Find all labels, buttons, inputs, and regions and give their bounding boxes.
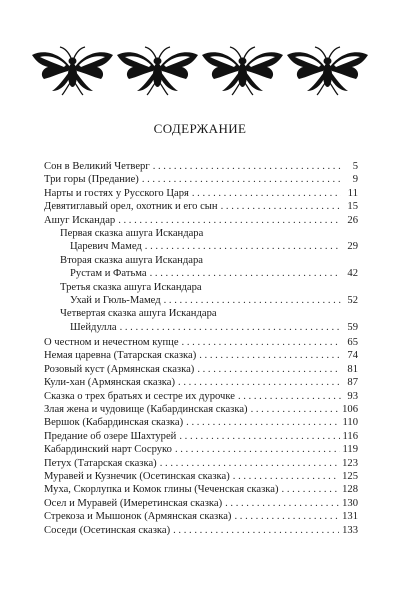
toc-entry-page: 93	[347, 390, 358, 402]
toc-entry-page: 116	[342, 430, 358, 442]
dot-leader	[115, 214, 341, 227]
dot-leader	[235, 390, 341, 403]
toc-entry[interactable]	[44, 390, 358, 403]
toc-entry-title: Девятиглавый орел, охотник и его сын	[44, 201, 218, 213]
dot-leader	[157, 457, 339, 470]
toc-entry-title: О честном и нечестном купце	[44, 337, 179, 349]
toc-entry[interactable]	[44, 376, 358, 389]
toc-entry[interactable]	[44, 200, 358, 213]
toc-entry[interactable]	[44, 349, 358, 362]
toc-entry-page: 81	[347, 363, 358, 375]
dot-leader	[179, 336, 341, 349]
dot-leader	[176, 430, 339, 443]
dot-leader	[222, 497, 339, 510]
toc-entry[interactable]	[44, 240, 358, 253]
toc-entry-page: 74	[347, 350, 358, 362]
toc-subheading: Вторая сказка ашуга Искандара	[60, 254, 203, 266]
toc-entry[interactable]	[44, 497, 358, 510]
toc-entry-title: Рустам и Фатьма	[70, 268, 147, 280]
table-of-contents	[44, 160, 358, 537]
toc-entry[interactable]	[44, 470, 358, 483]
toc-entry-title: Розовый куст (Армянская сказка)	[44, 363, 195, 375]
toc-entry-title: Муравей и Кузнечик (Осетинская сказка)	[44, 470, 230, 482]
toc-entry-title: Царевич Мамед	[70, 241, 142, 253]
toc-entry-title: Предание об озере Шахтурей	[44, 430, 177, 442]
dot-leader	[175, 376, 341, 389]
dot-leader	[248, 403, 340, 416]
toc-entry-title: Кули-хан (Армянская сказка)	[44, 377, 176, 389]
toc-entry-title: Муха, Скорлупка и Комок глины (Чеченская сказка)	[44, 484, 279, 496]
toc-subheading: Четвертая сказка ашуга Искандара	[60, 308, 217, 320]
dot-leader	[231, 510, 339, 523]
toc-entry[interactable]	[44, 294, 358, 307]
dot-leader	[196, 349, 341, 362]
toc-entry-page: 29	[347, 241, 358, 253]
toc-entry-page: 59	[347, 321, 358, 333]
toc-entry-page: 110	[342, 417, 358, 429]
toc-entry-title: Осел и Муравей (Имеретинская сказка)	[44, 497, 223, 509]
toc-entry-page: 42	[347, 268, 358, 280]
dot-leader	[230, 470, 339, 483]
toc-entry-page: 15	[347, 201, 358, 213]
toc-entry-page: 106	[342, 404, 358, 416]
toc-entry-title: Сказка о трех братьях и сестре их дурочке	[44, 390, 235, 402]
toc-entry-title: Злая жена и чудовище (Кабардинская сказка)	[44, 404, 248, 416]
dot-leader	[183, 416, 339, 429]
dot-leader	[172, 443, 340, 456]
toc-entry-page: 119	[342, 444, 358, 456]
toc-entry-title: Нарты и гостях у Русского Царя	[44, 187, 189, 199]
dot-leader	[150, 160, 341, 173]
toc-entry-page: 5	[352, 161, 358, 172]
page-title: СОДЕРЖАНИЕ	[153, 121, 247, 136]
toc-entry-title: Соседи (Осетинская сказка)	[44, 524, 171, 536]
toc-entry[interactable]	[44, 214, 358, 227]
toc-entry[interactable]	[44, 267, 358, 280]
dot-leader	[147, 267, 341, 280]
toc-entry-page: 26	[347, 214, 358, 226]
dot-leader	[161, 294, 341, 307]
toc-entry-page: 128	[342, 484, 358, 496]
toc-entry[interactable]	[44, 173, 358, 186]
toc-entry-page: 9	[352, 174, 358, 186]
toc-entry[interactable]	[44, 524, 358, 537]
toc-entry[interactable]	[44, 336, 358, 349]
toc-entry-title: Стрекоза и Мышонок (Армянская сказка)	[44, 511, 232, 523]
toc-entry-page: 125	[342, 470, 358, 482]
toc-entry[interactable]	[44, 403, 358, 416]
toc-entry-title: Сон в Великий Четверг	[44, 161, 150, 172]
dot-leader	[279, 483, 340, 496]
toc-entry-title: Ухай и Гюль-Мамед	[70, 294, 161, 306]
toc-entry-title: Петух (Татарская сказка)	[44, 457, 157, 469]
dot-leader	[194, 363, 341, 376]
toc-entry-page: 130	[342, 497, 358, 509]
toc-entry[interactable]	[44, 187, 358, 200]
dot-leader	[218, 200, 341, 213]
toc-entry-title: Три горы (Предание)	[44, 174, 139, 186]
dot-leader	[189, 187, 341, 200]
toc-entry[interactable]	[44, 363, 358, 376]
toc-entry-page: 65	[347, 337, 358, 349]
toc-entry[interactable]	[44, 160, 358, 173]
toc-entry-page: 52	[347, 294, 358, 306]
moth-ornament-frieze	[30, 45, 370, 97]
toc-entry-title: Вершок (Кабардинская сказка)	[44, 417, 184, 429]
toc-entry[interactable]	[44, 443, 358, 456]
dot-leader	[142, 240, 341, 253]
toc-subheading: Третья сказка ашуга Искандара	[60, 281, 202, 293]
toc-entry-title: Ашуг Искандар	[44, 214, 116, 226]
toc-subheading: Первая сказка ашуга Искандара	[60, 227, 204, 239]
toc-entry[interactable]	[44, 457, 358, 470]
toc-entry[interactable]	[44, 483, 358, 496]
toc-entry[interactable]	[44, 416, 358, 429]
dot-leader	[117, 321, 341, 334]
toc-entry-page: 131	[342, 511, 358, 523]
toc-entry-title: Шейдулла	[70, 321, 117, 333]
toc-entry-page: 133	[342, 524, 358, 536]
toc-entry[interactable]	[44, 430, 358, 443]
dot-leader	[170, 524, 339, 537]
dot-leader	[139, 173, 341, 186]
toc-entry[interactable]	[44, 510, 358, 523]
toc-entry-page: 123	[342, 457, 358, 469]
toc-entry-title: Немая царевна (Татарская сказка)	[44, 350, 197, 362]
toc-entry-title: Кабардинский нарт Сосруко	[44, 444, 172, 456]
toc-entry[interactable]	[44, 321, 358, 334]
toc-entry-page: 87	[347, 377, 358, 389]
toc-entry-page: 11	[347, 187, 358, 199]
